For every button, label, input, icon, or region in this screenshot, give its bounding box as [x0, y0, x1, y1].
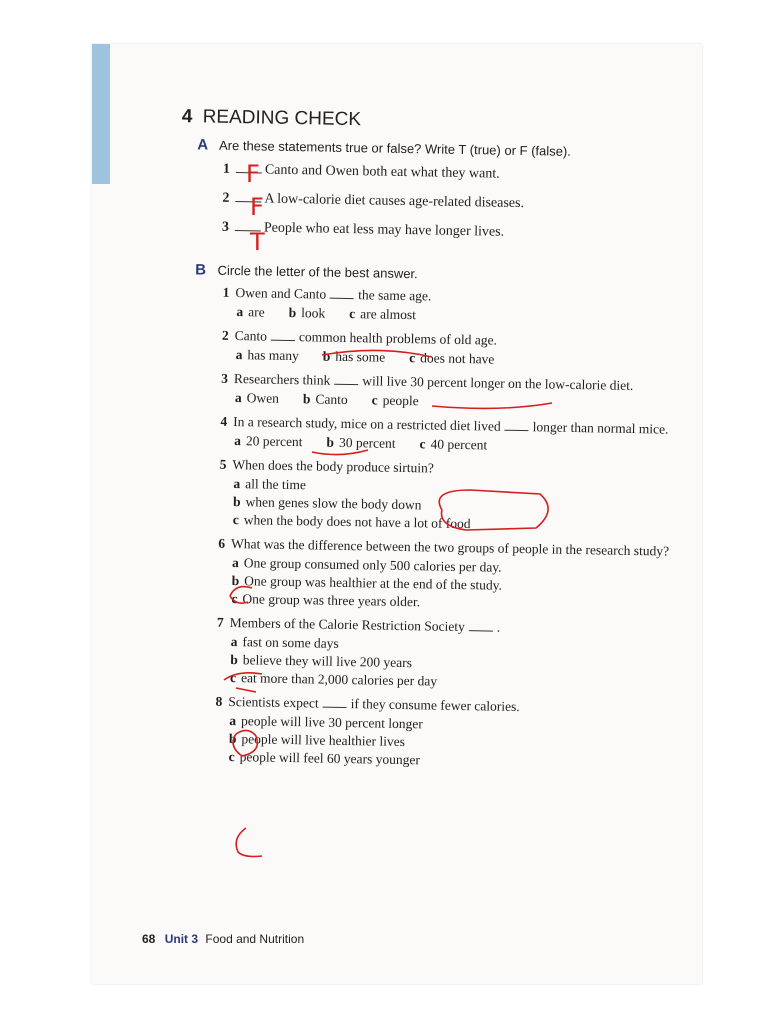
option-a[interactable]: a all the time — [233, 476, 307, 493]
option-b[interactable]: b look — [288, 304, 326, 321]
question-number: 5 — [219, 456, 227, 472]
question-blank — [334, 373, 358, 385]
tf-item-number: 2 — [222, 190, 230, 206]
option-row — [236, 304, 674, 328]
option-b[interactable]: b believe they will live 200 years — [230, 651, 413, 671]
question-stem-end: longer than normal mice. — [532, 419, 669, 437]
question-5 — [219, 457, 672, 536]
question-number: 6 — [218, 535, 226, 551]
question-number: 1 — [222, 284, 230, 300]
tf-item-number: 3 — [221, 219, 230, 235]
option-b[interactable]: b 30 percent — [326, 434, 396, 451]
option-list — [231, 555, 670, 615]
reading-check-content — [166, 106, 678, 781]
page-number: 68 — [142, 932, 156, 946]
question-stem: In a research study, mice on a restricted diet lived — [233, 414, 501, 434]
question-blank — [323, 696, 347, 708]
question-1 — [222, 285, 675, 328]
tf-item-text: People who eat less may have longer lives. — [263, 220, 505, 240]
part-b-letter: B — [194, 261, 207, 279]
question-blank — [505, 419, 529, 431]
question-blank — [469, 619, 493, 631]
option-list — [233, 476, 672, 536]
question-7 — [216, 615, 669, 694]
question-number: 7 — [216, 614, 224, 630]
question-number: 8 — [215, 693, 223, 709]
tf-item-number: 1 — [222, 161, 231, 177]
section-number: 4 — [181, 106, 193, 128]
part-a-letter: A — [197, 136, 209, 154]
option-c[interactable]: c does not have — [409, 350, 495, 367]
option-b[interactable]: b has some — [322, 348, 386, 365]
option-row — [236, 347, 674, 371]
option-c[interactable]: c 40 percent — [419, 436, 488, 453]
question-stem: Scientists expect — [228, 693, 319, 711]
option-a[interactable]: a One group consumed only 500 calories per day. — [231, 555, 502, 575]
option-c[interactable]: c are almost — [349, 306, 417, 323]
option-a[interactable]: a fast on some days — [230, 634, 339, 651]
tf-item-1 — [223, 160, 677, 186]
question-blank — [271, 329, 295, 341]
question-4 — [220, 414, 673, 457]
option-a[interactable]: a are — [236, 304, 265, 320]
question-stem: Canto — [234, 328, 268, 344]
option-b[interactable]: b when genes slow the body down — [232, 494, 422, 513]
question-6 — [217, 536, 670, 615]
handwritten-answer-2: F — [250, 193, 264, 221]
question-stem-end: if they consume fewer calories. — [350, 696, 520, 715]
option-b[interactable]: b people will live healthier lives — [228, 730, 406, 750]
question-8 — [215, 694, 668, 773]
option-list — [230, 634, 669, 694]
question-stem-end: common health problems of old age. — [298, 329, 498, 348]
part-a-instruction: Are these statements true or false? Write T (true) or F (false). — [218, 137, 572, 159]
handwritten-answer-3: T — [250, 228, 265, 256]
tf-item-2 — [222, 189, 676, 215]
option-c[interactable]: c eat more than 2,000 calories per day — [229, 669, 438, 689]
question-stem-end: the same age. — [358, 287, 432, 304]
tf-item-text: A low-calorie diet causes age-related diseases. — [264, 191, 525, 212]
part-b-instruction: Circle the letter of the best answer. — [217, 262, 418, 282]
question-blank — [330, 287, 354, 299]
option-b[interactable]: b Canto — [302, 391, 348, 408]
page-side-tab — [92, 44, 110, 184]
question-2 — [222, 328, 675, 371]
option-c[interactable]: c One group was three years older. — [231, 591, 421, 610]
option-c[interactable]: c when the body does not have a lot of food — [232, 512, 471, 532]
option-row — [234, 433, 672, 457]
tf-item-3 — [222, 218, 676, 244]
section-title-text: READING CHECK — [202, 106, 362, 131]
question-stem: When does the body produce sirtuin? — [232, 457, 434, 476]
unit-topic: Food and Nutrition — [205, 932, 305, 946]
question-stem-end: . — [496, 619, 501, 635]
part-a-heading — [197, 136, 677, 161]
part-b — [167, 261, 676, 773]
question-3 — [221, 371, 674, 414]
handwritten-answer-1: F — [246, 160, 260, 188]
option-a[interactable]: a has many — [235, 347, 299, 364]
question-stem: Researchers think — [233, 371, 331, 388]
question-stem-end: will live 30 percent longer on the low-calorie diet. — [362, 373, 634, 393]
option-c[interactable]: c people will feel 60 years younger — [228, 748, 421, 768]
option-a[interactable]: a people will live 30 percent longer — [229, 712, 423, 732]
question-stem: Owen and Canto — [235, 285, 327, 302]
question-number: 3 — [221, 370, 229, 386]
option-list — [229, 713, 668, 773]
tf-item-text: Canto and Owen both eat what they want. — [264, 162, 500, 182]
option-b[interactable]: b One group was healthier at the end of the study. — [231, 573, 503, 593]
page-footer — [142, 932, 304, 946]
question-number: 2 — [221, 327, 229, 343]
option-a[interactable]: a 20 percent — [234, 433, 303, 450]
option-c[interactable]: c people — [371, 392, 419, 409]
option-row — [235, 390, 673, 414]
part-b-heading — [195, 261, 675, 286]
option-a[interactable]: a Owen — [234, 390, 280, 406]
unit-label: Unit 3 — [164, 932, 199, 946]
question-number: 4 — [220, 413, 228, 429]
question-stem: What was the difference between the two groups of people in the research study? — [230, 535, 670, 559]
question-stem: Members of the Calorie Restriction Society — [229, 614, 465, 635]
